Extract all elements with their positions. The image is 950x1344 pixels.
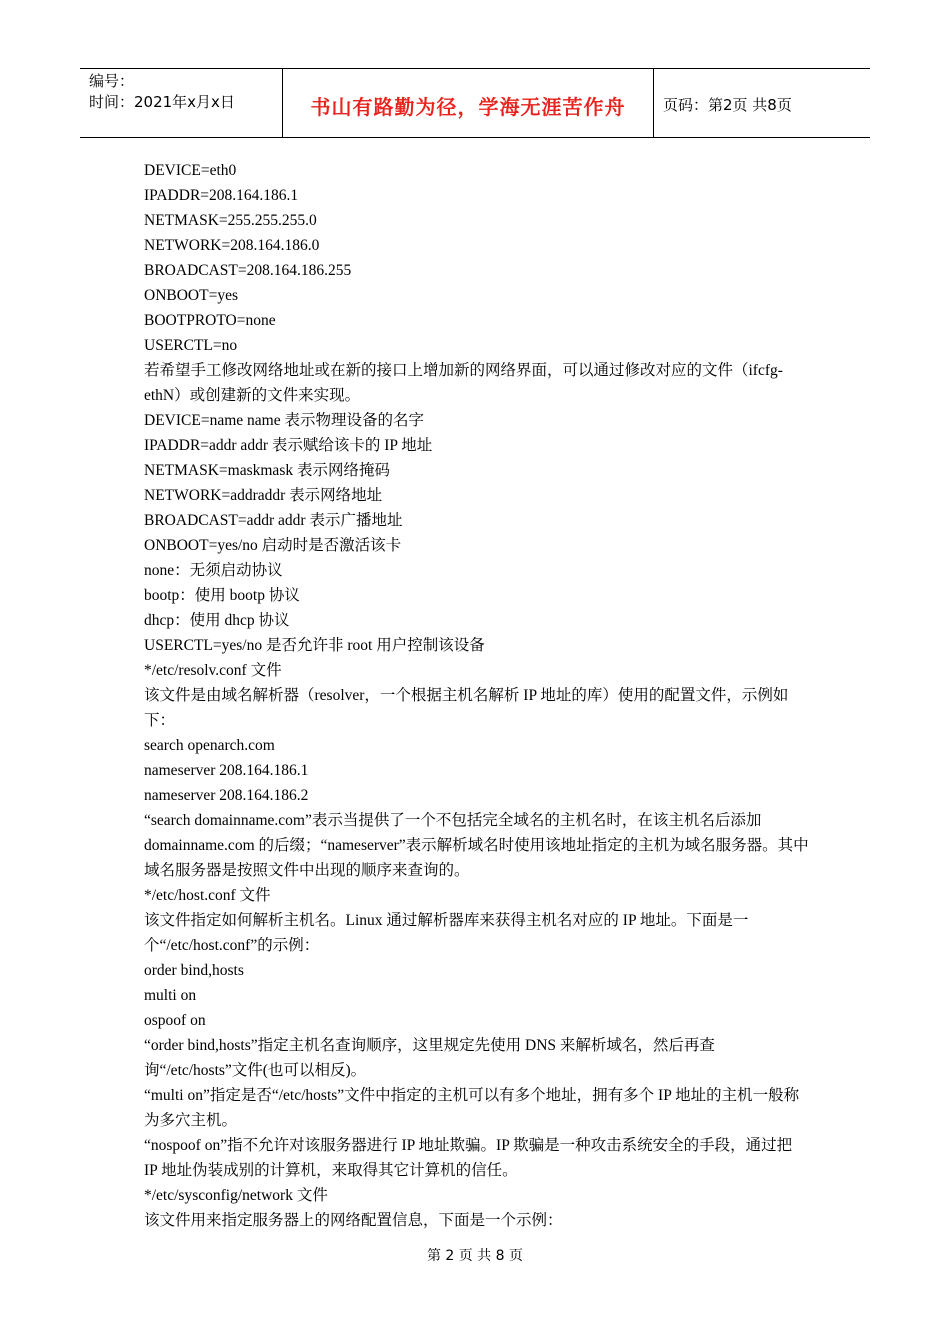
time-label: 时间：2021年x月x日 — [89, 93, 235, 111]
body-line: BOOTPROTO=none — [144, 312, 276, 329]
body-line: ospoof on — [144, 1012, 206, 1029]
body-line: DEVICE=name name 表示物理设备的名字 — [144, 412, 424, 429]
body-paragraph: 该文件用来指定服务器上的网络配置信息，下面是一个示例： — [144, 1212, 563, 1229]
body-paragraph: “multi on”指定是否“/etc/hosts”文件中指定的主机可以有多个地址，拥有多个 IP 地址的主机一般称为多穴主机。 — [144, 1087, 800, 1129]
body-line: bootp：使用 bootp 协议 — [144, 587, 300, 604]
body-line: order bind,hosts — [144, 962, 244, 979]
body-line: BROADCAST=addr addr 表示广播地址 — [144, 512, 403, 529]
header-meta — [80, 69, 282, 137]
header-page-label: 页码：第2页 共8页 — [663, 95, 792, 114]
section-heading: */etc/host.conf 文件 — [144, 887, 271, 904]
body-line: NETMASK=maskmask 表示网络掩码 — [144, 462, 390, 479]
section-heading: */etc/resolv.conf 文件 — [144, 662, 282, 679]
section-heading: */etc/sysconfig/network 文件 — [144, 1187, 328, 1204]
document-body — [144, 158, 809, 1233]
body-paragraph: “order bind,hosts”指定主机名查询顺序，这里规定先使用 DNS 来解析域名，然后再查询“/etc/hosts”文件(也可以相反)。 — [144, 1037, 715, 1079]
body-line: NETWORK=208.164.186.0 — [144, 237, 320, 254]
body-paragraph: 该文件指定如何解析主机名。Linux 通过解析器库来获得主机名对应的 IP 地址。下面是一个“/etc/host.conf”的示例： — [144, 912, 749, 954]
body-line: multi on — [144, 987, 197, 1004]
body-line: NETMASK=255.255.255.0 — [144, 212, 317, 229]
body-line: ONBOOT=yes/no 启动时是否激活该卡 — [144, 537, 402, 554]
body-line: IPADDR=addr addr 表示赋给该卡的 IP 地址 — [144, 437, 433, 454]
body-paragraph: 该文件是由域名解析器（resolver，一个根据主机名解析 IP 地址的库）使用的配置文件，示例如下： — [144, 687, 789, 729]
body-line: BROADCAST=208.164.186.255 — [144, 262, 352, 279]
body-line: dhcp：使用 dhcp 协议 — [144, 612, 290, 629]
body-line: IPADDR=208.164.186.1 — [144, 187, 299, 204]
body-line: ONBOOT=yes — [144, 287, 238, 304]
body-line: USERCTL=no — [144, 337, 238, 354]
number-label: 编号： — [89, 72, 135, 90]
body-paragraph: 若希望手工修改网络地址或在新的接口上增加新的网络界面，可以通过修改对应的文件（ifcfg-ethN）或创建新的文件来实现。 — [144, 362, 783, 404]
body-paragraph: “search domainname.com”表示当提供了一个不包括完全域名的主机名时，在该主机名后添加 domainname.com 的后缀；“nameserver”表示解析域名时使用该地址指定的主机为域名服务器。其中域名服务器是按照文件中出现的顺序来查询的。 — [144, 812, 809, 879]
body-paragraph: “nospoof on”指不允许对该服务器进行 IP 地址欺骗。IP 欺骗是一种攻击系统安全的手段，通过把 IP 地址伪装成别的计算机，来取得其它计算机的信任。 — [144, 1137, 793, 1179]
body-line: DEVICE=eth0 — [144, 162, 237, 179]
body-line: USERCTL=yes/no 是否允许非 root 用户控制该设备 — [144, 637, 485, 654]
header-motto: 书山有路勤为径，学海无涯苦作舟 — [282, 69, 654, 137]
body-line: none：无须启动协议 — [144, 562, 283, 579]
body-line: NETWORK=addraddr 表示网络地址 — [144, 487, 383, 504]
page-header — [80, 68, 870, 138]
body-line: search openarch.com — [144, 737, 275, 754]
body-line: nameserver 208.164.186.1 — [144, 762, 309, 779]
page-footer: 第 2 页 共 8 页 — [426, 1248, 524, 1264]
body-line: nameserver 208.164.186.2 — [144, 787, 309, 804]
